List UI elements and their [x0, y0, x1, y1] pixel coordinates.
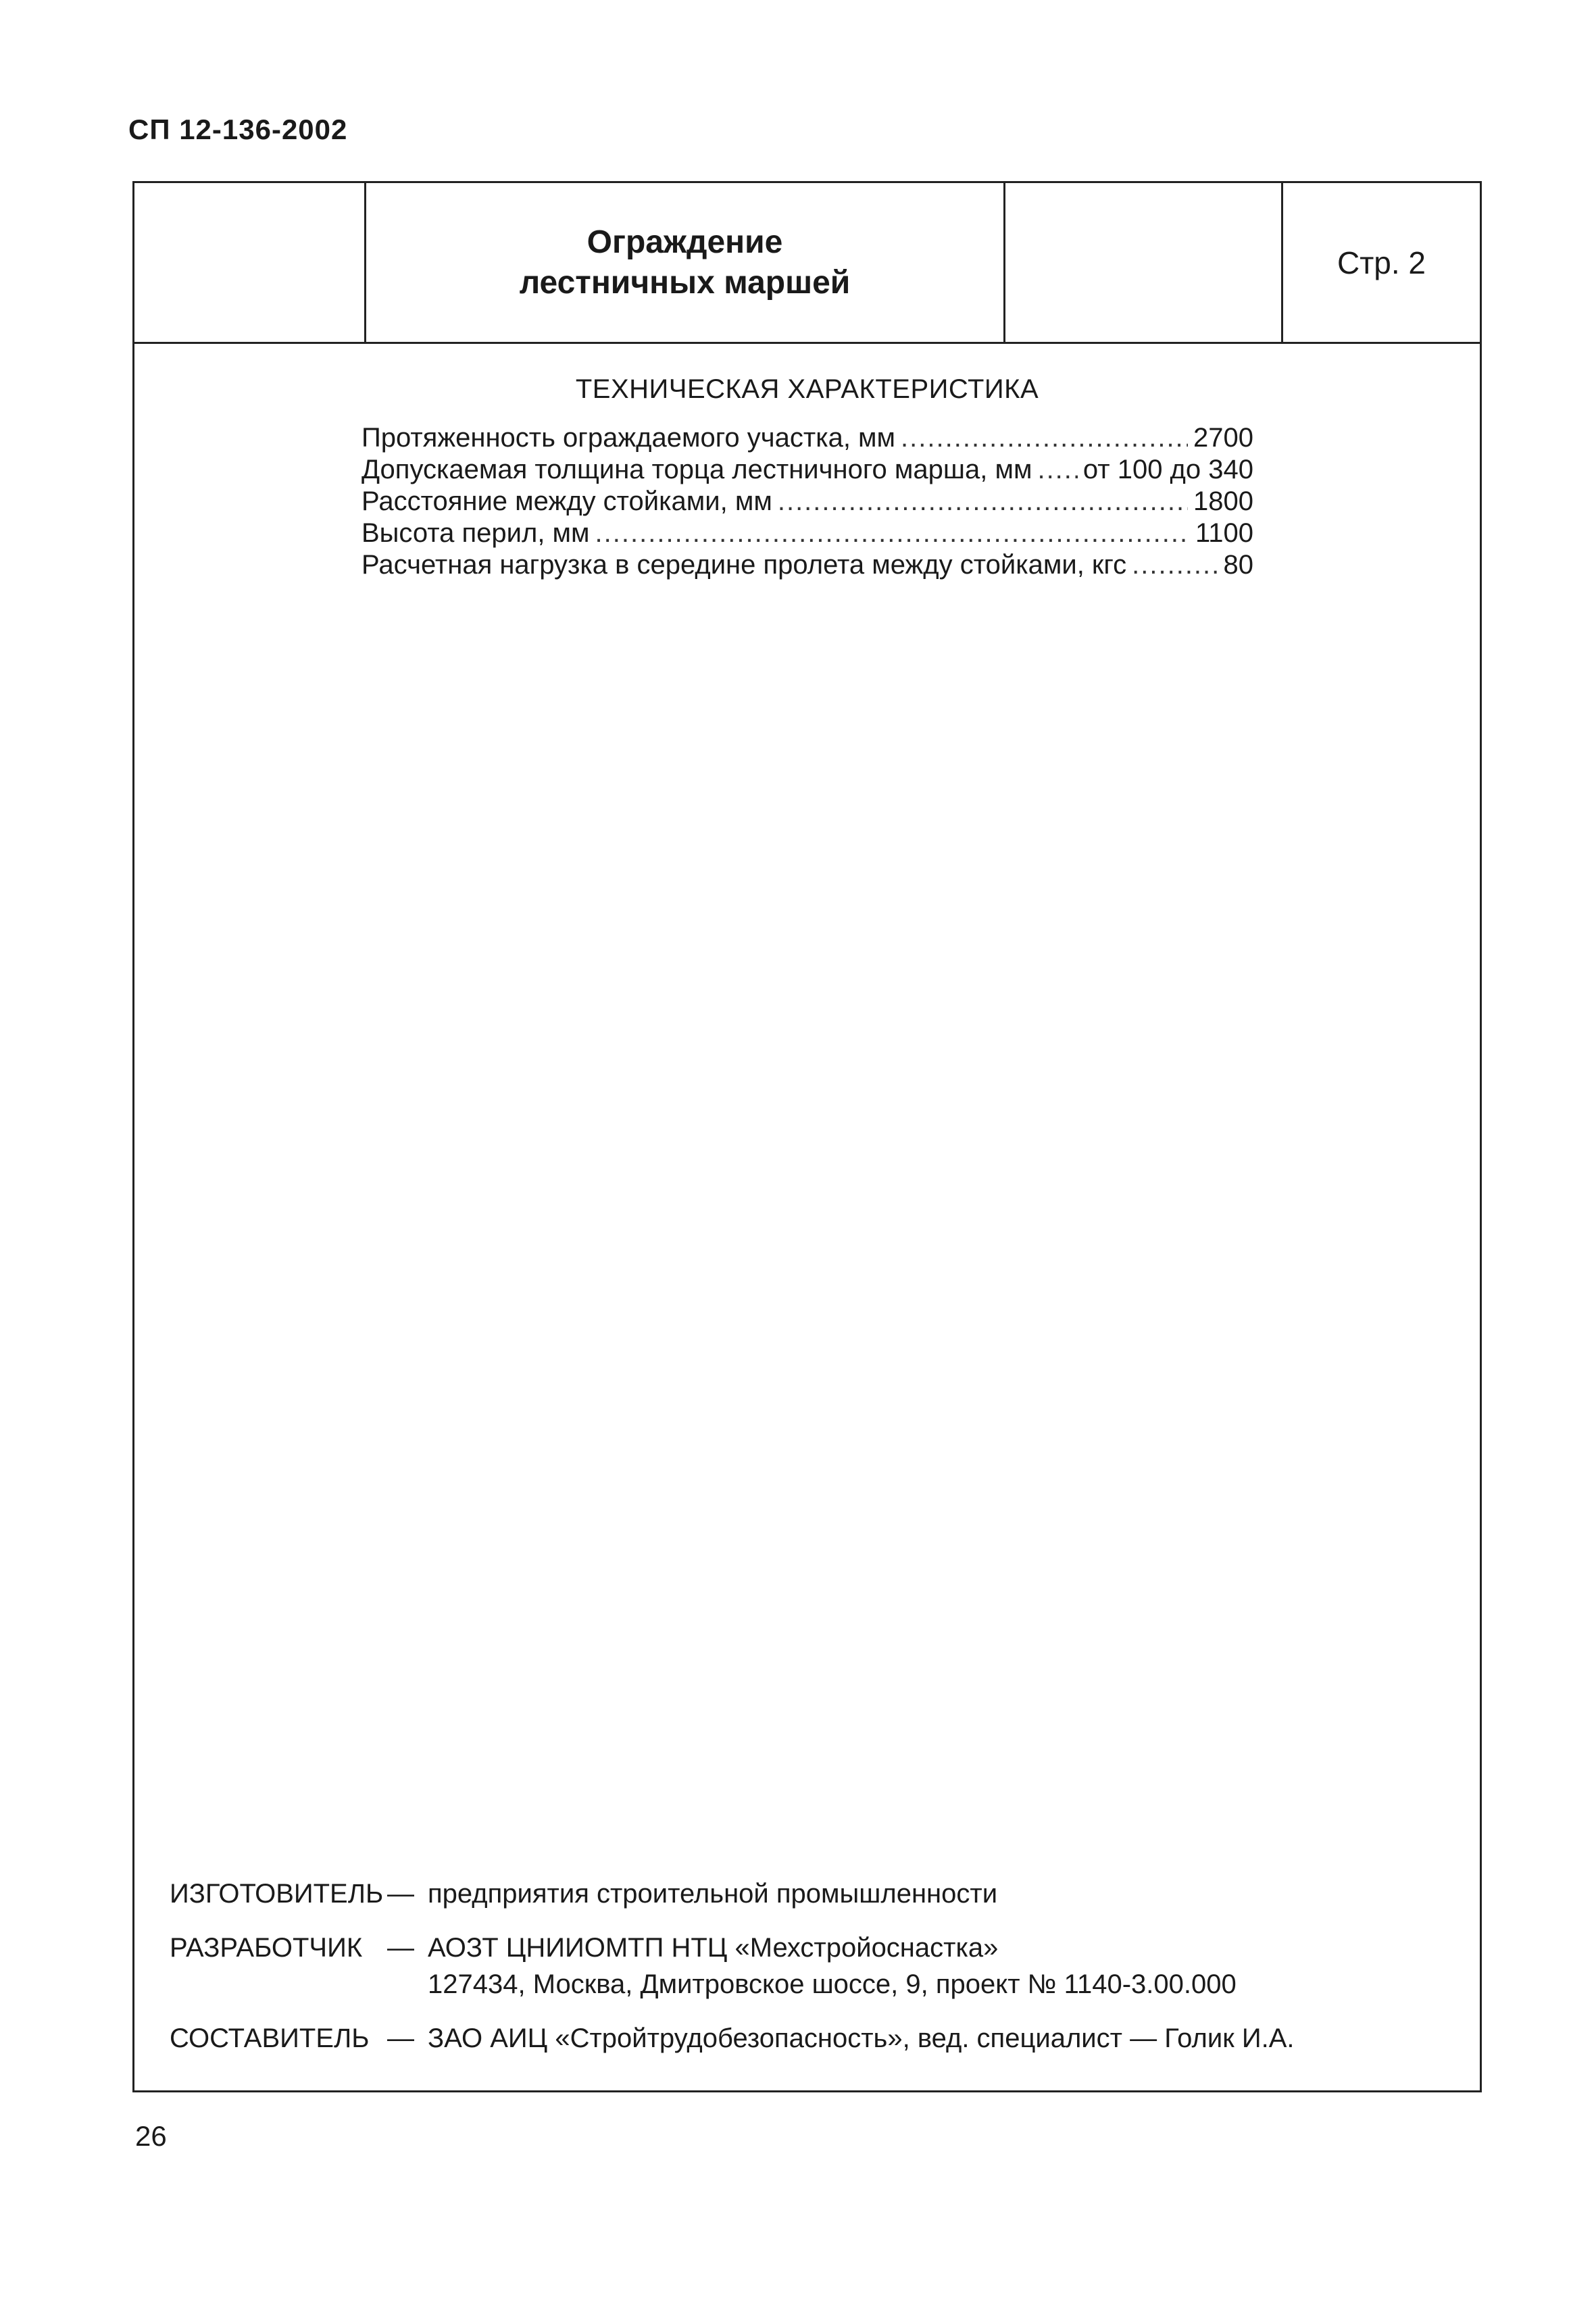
title-block-cell-page — [1283, 183, 1480, 342]
spec-label: Допускаемая толщина торца лестничного марша, мм — [361, 455, 1032, 484]
spec-label: Высота перил, мм — [361, 518, 590, 548]
spec-value: 1100 — [1195, 518, 1253, 548]
developer-value-line-2: 127434, Москва, Дмитровское шоссе, 9, проект № 1140-3.00.000 — [428, 1969, 1237, 1999]
info-dash: — — [387, 2023, 414, 2053]
developer-label: РАЗРАБОТЧИК — [170, 1933, 363, 1963]
manufacturer-label: ИЗГОТОВИТЕЛЬ — [170, 1879, 384, 1909]
document-code: СП 12-136-2002 — [128, 114, 348, 145]
sheet-title-line-1: Ограждение — [587, 224, 783, 260]
title-block — [134, 183, 1480, 344]
spec-value: 2700 — [1193, 423, 1253, 453]
compiler-value: ЗАО АИЦ «Стройтрудобезопасность», вед. специалист — Голик И.А. — [428, 2023, 1295, 2053]
info-row-developer — [170, 1930, 1453, 2003]
tech-spec-heading: ТЕХНИЧЕСКАЯ ХАРАКТЕРИСТИКА — [575, 374, 1039, 404]
page-number: 26 — [135, 2120, 167, 2152]
spec-label: Протяженность ограждаемого участка, мм — [361, 423, 896, 453]
spec-label: Расстояние между стойками, мм — [361, 486, 772, 516]
spec-value: от 100 до 340 — [1082, 455, 1253, 484]
sheet-page-label: Стр. 2 — [1337, 245, 1426, 280]
tech-spec-list — [361, 422, 1253, 581]
spec-row-length — [361, 422, 1253, 454]
spec-value: 1800 — [1193, 486, 1253, 516]
spec-leader-dots — [901, 422, 1188, 454]
title-block-cell-empty-right — [1005, 183, 1283, 342]
developer-value-line-1: АОЗТ ЦНИИОМТП НТЦ «Мехстройоснастка» — [428, 1933, 999, 1963]
compiler-label: СОСТАВИТЕЛЬ — [170, 2023, 370, 2053]
spec-leader-dots — [778, 486, 1188, 518]
production-info — [170, 1876, 1453, 2074]
spec-row-railing-height — [361, 518, 1253, 549]
info-dash: — — [387, 1879, 414, 1909]
spec-value: 80 — [1223, 550, 1253, 580]
spec-row-post-spacing — [361, 486, 1253, 518]
info-row-compiler — [170, 2020, 1453, 2057]
title-block-cell-title — [366, 183, 1005, 342]
spec-leader-dots — [1037, 454, 1077, 486]
sheet-title-line-2: лестничных маршей — [519, 264, 851, 301]
manufacturer-value: предприятия строительной промышленности — [428, 1879, 998, 1909]
spec-label: Расчетная нагрузка в середине пролета между стойками, кгс — [361, 550, 1127, 580]
info-row-manufacturer — [170, 1876, 1453, 1912]
spec-leader-dots — [595, 518, 1190, 549]
spec-leader-dots — [1132, 549, 1218, 581]
page-frame — [132, 181, 1482, 2092]
title-block-cell-empty-left — [134, 183, 366, 342]
spec-row-design-load — [361, 549, 1253, 581]
info-dash: — — [387, 1933, 414, 1963]
spec-row-thickness — [361, 454, 1253, 486]
